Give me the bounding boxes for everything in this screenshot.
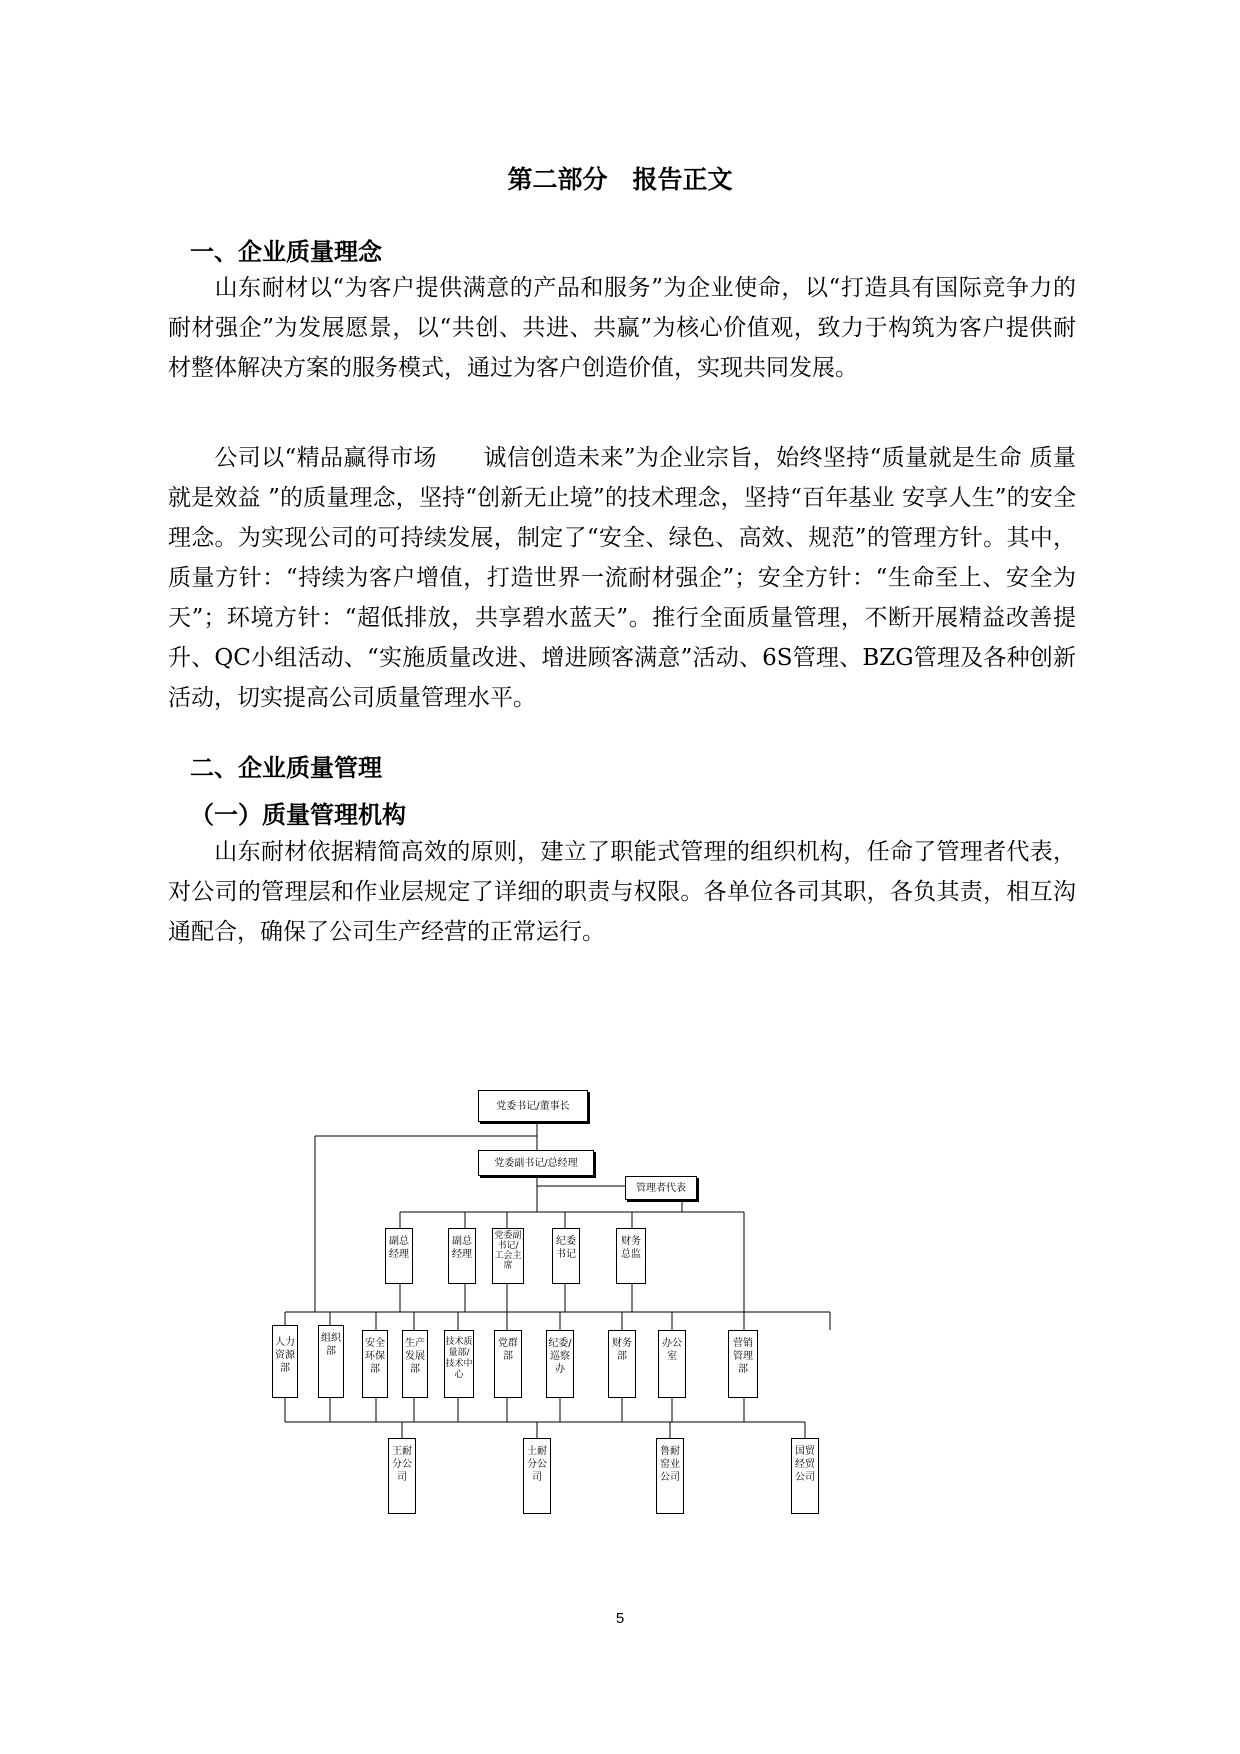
section2-subheading: （一）质量管理机构 <box>190 801 406 829</box>
org-chart-lines <box>270 1080 930 1560</box>
section1-paragraph-2-text: 公司以“精品赢得市场 诚信创造未来”为企业宗旨，始终坚持“质量就是生命 质量就是效益 ”的质量理念，坚持“创新无止境”的技术理念，坚持“百年基业 安享人生”的安全理念。为实现公司的可持续发展，制定了“安全、绿色、高效、规范”的管理方针。其中，质量方针：“持续为客户增值，打造世界一流耐材强企”；安全方针：“生命至上、安全为天”；环境方针：“超低排放，共享碧水蓝天”。推行全面质量管理，不断开展精益改善提升、QC小组活动、“实施质量改进、增进顾客满意”活动、6S管理、BZG管理及各种创新活动，切实提高公司质量管理水平。 <box>168 445 1076 711</box>
org-chart <box>270 1080 930 1560</box>
org-dept-hr: 人力资源部 <box>272 1325 298 1398</box>
org-dept-organization: 组织部 <box>318 1325 344 1398</box>
org-node-chairman: 党委书记/董事长 <box>478 1090 588 1122</box>
org-node-management-representative: 管理者代表 <box>625 1176 697 1200</box>
section1-paragraph-2 <box>168 438 1076 718</box>
org-dept-production: 生产发展部 <box>402 1330 428 1398</box>
section2-paragraph-1-text: 山东耐材依据精简高效的原则，建立了职能式管理的组织机构，任命了管理者代表，对公司的管理层和作业层规定了详细的职责与权限。各单位各司其职，各负其责，相互沟通配合，确保了公司生产经营的正常运行。 <box>168 839 1076 945</box>
org-node-party-deputy-secretary: 党委副书记/工会主席 <box>492 1228 524 1284</box>
org-sub-lunai-kiln: 鲁耐窑业公司 <box>656 1438 684 1514</box>
section2-heading: 二、企业质量管理 <box>190 754 382 782</box>
org-node-cfo: 财务总监 <box>616 1228 646 1284</box>
org-dept-marketing: 营销管理部 <box>728 1330 758 1398</box>
org-sub-international-trade: 国贸经贸公司 <box>791 1438 819 1514</box>
section1-paragraph-1 <box>168 268 1076 388</box>
org-node-deputy-gm-2: 副总经理 <box>448 1228 476 1284</box>
section1-paragraph-1-text: 山东耐材以“为客户提供满意的产品和服务”为企业使命，以“打造具有国际竞争力的耐材强企”为发展愿景，以“共创、共进、共赢”为核心价值观，致力于构筑为客户提供耐材整体解决方案的服务模式，通过为客户创造价值，实现共同发展。 <box>168 275 1076 381</box>
page-number: 5 <box>615 1610 625 1627</box>
org-sub-tunai: 土耐分公司 <box>523 1438 551 1514</box>
section1-heading: 一、企业质量理念 <box>190 238 382 266</box>
part-title: 第二部分 报告正文 <box>507 165 733 194</box>
org-dept-technology-quality: 技术质量部/技术中心 <box>444 1330 474 1398</box>
org-dept-office: 办公室 <box>658 1330 686 1398</box>
section2-paragraph-1 <box>168 832 1076 952</box>
org-sub-wangnai: 王耐分公司 <box>388 1438 416 1514</box>
org-node-discipline-secretary: 纪委书记 <box>552 1228 580 1284</box>
org-node-general-manager: 党委副书记/总经理 <box>478 1150 594 1176</box>
org-node-deputy-gm-1: 副总经理 <box>385 1228 413 1284</box>
org-dept-safety-environment: 安全环保部 <box>362 1330 388 1398</box>
org-dept-finance: 财务部 <box>608 1330 636 1398</box>
org-dept-party-masses: 党群部 <box>494 1330 522 1398</box>
org-dept-discipline-inspection: 纪委/巡察办 <box>546 1330 574 1398</box>
